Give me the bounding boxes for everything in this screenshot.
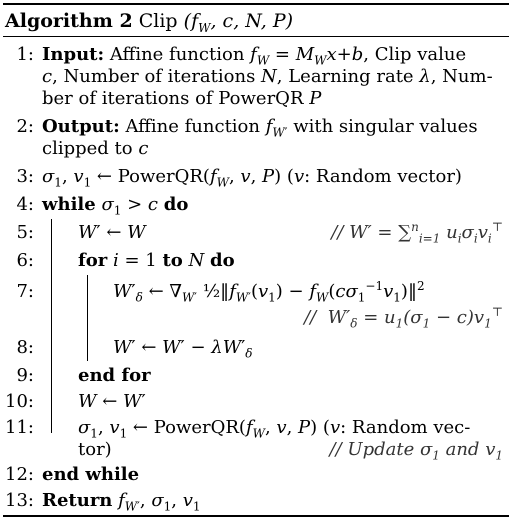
- line-comment: // W′ = ∑$^n_{i=1}$ $u_i\sigma_iv_i^⊤$: [331, 220, 503, 246]
- do-keyword: do: [209, 250, 235, 271]
- line-content: while $\sigma_1 > c$ do: [42, 194, 189, 218]
- line-content: c, Number of iterations N, Learning rate λ, Num-: [42, 66, 493, 87]
- line-number: 7:: [16, 281, 34, 302]
- line-comment: // Update $\sigma_1$ and $v_1$: [329, 439, 503, 463]
- line-number: 4:: [16, 194, 34, 215]
- end-while-keyword: end while: [42, 464, 140, 485]
- line-content: Output: Affine function $f_{W'}$ with singular values: [42, 116, 478, 140]
- caption-rule: [3, 36, 509, 37]
- caption-name: Clip: [138, 10, 178, 32]
- algorithm-box: [3, 3, 509, 517]
- for-block-bar: [87, 275, 88, 361]
- line-content: tor): [78, 439, 112, 460]
- output-keyword: Output:: [42, 116, 120, 137]
- line-content: Return $f_{W'}$, $\sigma_1$, $v_1$: [42, 490, 201, 514]
- line-content: W′ ← $W' - \lambda W'_\delta$: [113, 337, 253, 361]
- end-for-keyword: end for: [78, 365, 151, 386]
- line-number: 2:: [16, 116, 34, 137]
- algorithm-caption: [5, 7, 293, 35]
- line-number: 6:: [16, 250, 34, 271]
- line-number: 3:: [16, 166, 34, 187]
- line-number: 11:: [5, 417, 34, 438]
- line-content: ber of iterations of PowerQR P: [42, 88, 322, 109]
- line-content: clipped to c: [42, 138, 149, 159]
- return-keyword: Return: [42, 490, 113, 511]
- line-content: Input: Affine function $f_W = M_Wx+b$, Clip value: [42, 44, 467, 68]
- line-number: 5:: [16, 222, 34, 243]
- input-keyword: Input:: [42, 44, 105, 65]
- line-number: 9:: [16, 365, 34, 386]
- line-content: $\sigma_1$, $v_1$ ← $PowerQR(f_W$, v, P) (v: Random vec-: [78, 417, 471, 441]
- line-content: $\sigma_1$, $v_1$ ← $PowerQR(f_W$, v, P) (v: Random vector): [42, 166, 462, 190]
- line-comment: // $W'_\delta = u_1(\sigma_1 - c)v_1^⊤$: [304, 305, 503, 331]
- line-content: W ← W′: [78, 391, 146, 412]
- while-keyword: while: [42, 194, 96, 215]
- top-rule: [3, 3, 509, 5]
- line-content: for i = 1 to N do: [78, 250, 235, 271]
- line-content: $W'_\delta$ ← $\nabla_{W'}$ $\frac{1}{2}‖f_{W'}(v_1)$ − $f_W(c\sigma_1^{-1}v_1)‖^2$: [113, 279, 425, 305]
- caption-label: Algorithm 2: [5, 10, 133, 32]
- caption-args: ($f_W$, c, N, P): [183, 10, 294, 35]
- line-number: 12:: [5, 464, 34, 485]
- bottom-rule: [3, 515, 509, 517]
- line-content: W′ ← W: [78, 222, 146, 243]
- for-keyword: for: [78, 250, 108, 271]
- line-number: 1:: [16, 44, 34, 65]
- line-number: 10:: [5, 391, 34, 412]
- to-keyword: to: [162, 250, 183, 271]
- do-keyword: do: [163, 194, 189, 215]
- line-number: 8:: [16, 337, 34, 358]
- line-number: 13:: [5, 490, 34, 511]
- while-block-bar: [51, 219, 52, 433]
